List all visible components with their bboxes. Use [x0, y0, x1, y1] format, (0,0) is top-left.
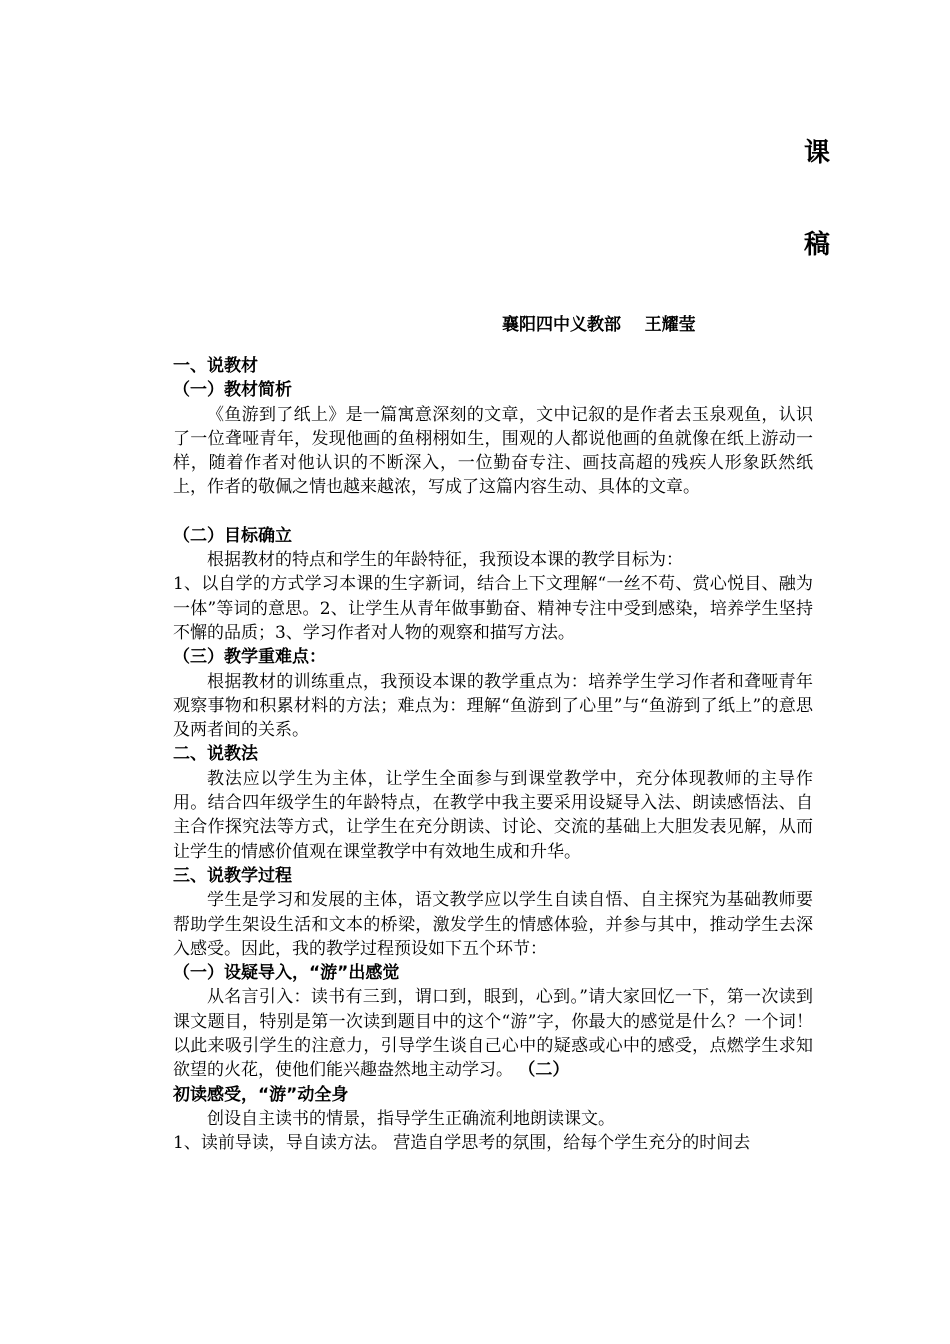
section-heading: 二、说教法: [173, 744, 258, 765]
title-char-1: 课: [803, 138, 830, 168]
spacer: [173, 500, 813, 524]
paragraph: 根据教材的训练重点，我预设本课的教学重点为：培养学生学习作者和聋哑青年观察事物和积累材料的方法；难点为：理解“鱼游到了心里”与“鱼游到了纸上”的意思及两者间的关系。: [173, 671, 813, 741]
paragraph: [173, 985, 813, 1082]
subsection-heading: （二）目标确立: [173, 525, 292, 546]
paragraph: 学生是学习和发展的主体，语文教学应以学生自读自悟、自主探究为基础教师要帮助学生架设生活和文本的桥梁，激发学生的情感体验，并参与其中，推动学生去深入感受。因此，我的教学过程预设如下五个环节：: [173, 890, 813, 959]
section-heading: 三、说教学过程: [173, 865, 292, 886]
title-char-2: 稿: [803, 230, 830, 260]
section-heading: 一、说教材: [173, 356, 258, 376]
subsection-heading: （一）教材简析: [173, 380, 292, 401]
subsection-heading: （一）设疑导入，“游”出感觉: [173, 963, 400, 984]
paragraph: 根据教材的特点和学生的年龄特征，我预设本课的教学目标为：: [207, 550, 683, 571]
subsection-heading: 初读感受，“游”动全身: [173, 1084, 349, 1105]
subsection-heading: （三）教学重难点：: [173, 647, 326, 668]
paragraph-text: 从名言引入：读书有三到，谓口到，眼到，心到。”请大家回忆一下，第一次读到课文题目，特别是第一次读到题目中的这个“游”字，你最大的感觉是什么？一个词！以此来吸引学生的注意力，引导学生谈自己心中的疑惑或心中的感受，点燃学生求知欲望的火花，使他们能兴趣盎然地主动学习。: [173, 987, 813, 1081]
paragraph: 1、以自学的方式学习本课的生字新词，结合上下文理解“一丝不苟、赏心悦目、融为一体”等词的意思。2、让学生从青年做事勤奋、精神专注中受到感染，培养学生坚持不懈的品质；3、学习作者对人物的观察和描写方法。: [173, 574, 813, 643]
subsection-heading-inline: （二）: [518, 1060, 570, 1081]
paragraph: 创设自主读书的情景，指导学生正确流利地朗读课文。: [207, 1108, 615, 1129]
author-line: 襄阳四中义教部 王耀莹: [502, 315, 696, 335]
list-item: 1、读前导读，导自读方法。 营造自学思考的氛围，给每个学生充分的时间去: [173, 1133, 751, 1154]
paragraph: 教法应以学生为主体，让学生全面参与到课堂教学中，充分体现教师的主导作用。结合四年级学生的年龄特点，在教学中我主要采用设疑导入法、朗读感悟法、自主合作探究法等方式，让学生在充分朗读、讨论、交流的基础上大胆发表见解，从而让学生的情感价值观在课堂教学中有效地生成和升华。: [173, 768, 813, 862]
paragraph: 《鱼游到了纸上》是一篇寓意深刻的文章，文中记叙的是作者去玉泉观鱼，认识了一位聋哑青年，发现他画的鱼栩栩如生，围观的人都说他画的鱼就像在纸上游动一样，随着作者对他认识的不断深入，一位勤奋专注、画技高超的残疾人形象跃然纸上，作者的敬佩之情也越来越浓，写成了这篇内容生动、具体的文章。: [173, 404, 813, 498]
document-body: [173, 354, 813, 1156]
